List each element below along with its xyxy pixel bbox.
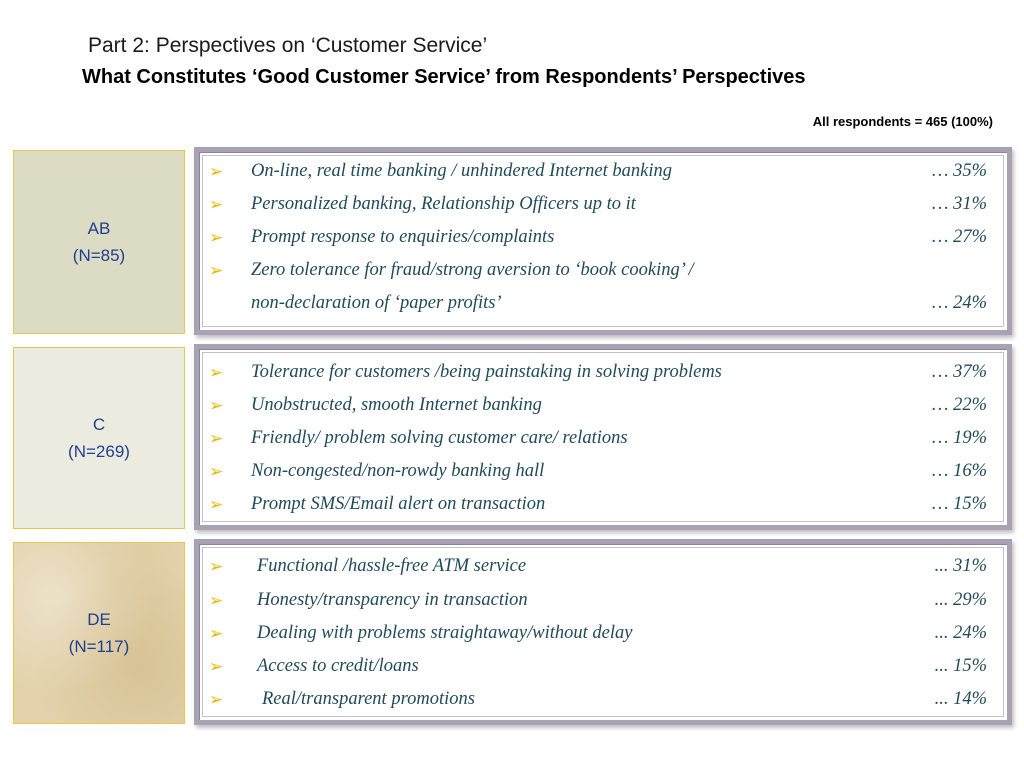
segment-de-panel: [194, 539, 1012, 725]
item-percentage: … 19%: [932, 428, 987, 448]
segment-c-box: [13, 347, 185, 529]
arrow-bullet-icon: ➢: [209, 557, 224, 577]
item-percentage: ... 31%: [934, 556, 987, 576]
item-text: Prompt response to enquiries/complaints: [251, 227, 555, 247]
list-item: [199, 225, 1007, 258]
list-item: [199, 360, 1007, 393]
list-item: [199, 258, 1007, 291]
list-item: [199, 654, 1007, 687]
respondents-note: All respondents = 465 (100%): [812, 114, 993, 129]
item-percentage: … 15%: [932, 494, 987, 514]
arrow-bullet-icon: ➢: [209, 495, 224, 515]
list-item: [199, 459, 1007, 492]
item-text: Dealing with problems straightaway/without delay: [257, 623, 633, 643]
segment-ab-panel: [194, 147, 1012, 335]
item-text: Prompt SMS/Email alert on transaction: [251, 494, 546, 514]
item-percentage: … 22%: [932, 395, 987, 415]
item-percentage: ... 29%: [934, 590, 987, 610]
segment-de-box: [13, 542, 185, 724]
arrow-bullet-icon: ➢: [209, 429, 224, 449]
item-text: Zero tolerance for fraud/strong aversion to ‘book cooking’ /: [251, 260, 694, 280]
item-text: Non-congested/non-rowdy banking hall: [251, 461, 545, 481]
item-text: Functional /hassle-free ATM service: [257, 556, 527, 576]
item-text: Unobstructed, smooth Internet banking: [251, 395, 542, 415]
item-percentage: … 37%: [932, 362, 987, 382]
item-percentage: ... 14%: [934, 689, 987, 709]
slide-title: What Constitutes ‘Good Customer Service’ from Respondents’ Perspectives: [82, 66, 806, 88]
arrow-bullet-icon: ➢: [209, 162, 224, 182]
segment-label: DE: [87, 610, 111, 629]
item-text: non-declaration of ‘paper profits’: [251, 293, 502, 313]
item-percentage: … 16%: [932, 461, 987, 481]
segment-count: (N=117): [68, 637, 130, 656]
item-text: Real/transparent promotions: [262, 689, 475, 709]
item-text: Honesty/transparency in transaction: [257, 590, 528, 610]
item-text: Tolerance for customers /being painstaking in solving problems: [251, 362, 722, 382]
arrow-bullet-icon: ➢: [209, 591, 224, 611]
arrow-bullet-icon: ➢: [209, 195, 224, 215]
slide-subtitle: Part 2: Perspectives on ‘Customer Service’: [88, 34, 488, 57]
arrow-bullet-icon: ➢: [209, 462, 224, 482]
arrow-bullet-icon: ➢: [209, 261, 224, 281]
arrow-bullet-icon: ➢: [209, 657, 224, 677]
list-item: [199, 621, 1007, 654]
list-item: [199, 192, 1007, 225]
item-text: Access to credit/loans: [257, 656, 419, 676]
item-text: On-line, real time banking / unhindered Internet banking: [251, 161, 672, 181]
segment-label: C: [92, 415, 106, 434]
arrow-bullet-icon: ➢: [209, 690, 224, 710]
arrow-bullet-icon: ➢: [209, 228, 224, 248]
item-percentage: ... 15%: [934, 656, 987, 676]
item-percentage: … 35%: [932, 161, 987, 181]
item-percentage: … 31%: [932, 194, 987, 214]
list-item: [199, 426, 1007, 459]
segment-label: AB: [87, 219, 111, 238]
segment-c-panel: [194, 344, 1012, 530]
item-text: Friendly/ problem solving customer care/ relations: [251, 428, 628, 448]
list-item: [199, 159, 1007, 192]
segment-count: (N=269): [68, 442, 130, 461]
segment-ab-box: [13, 150, 185, 334]
arrow-bullet-icon: ➢: [209, 624, 224, 644]
list-item: [199, 554, 1007, 587]
list-item-continuation: [199, 291, 1007, 324]
list-item: [199, 492, 1007, 525]
item-percentage: ... 24%: [934, 623, 987, 643]
item-percentage: … 27%: [932, 227, 987, 247]
arrow-bullet-icon: ➢: [209, 363, 224, 383]
item-text: Personalized banking, Relationship Officers up to it: [251, 194, 636, 214]
item-percentage: … 24%: [932, 293, 987, 313]
list-item: [199, 393, 1007, 426]
list-item: [199, 687, 1007, 720]
list-item: [199, 588, 1007, 621]
arrow-bullet-icon: ➢: [209, 396, 224, 416]
segment-count: (N=85): [72, 246, 126, 265]
